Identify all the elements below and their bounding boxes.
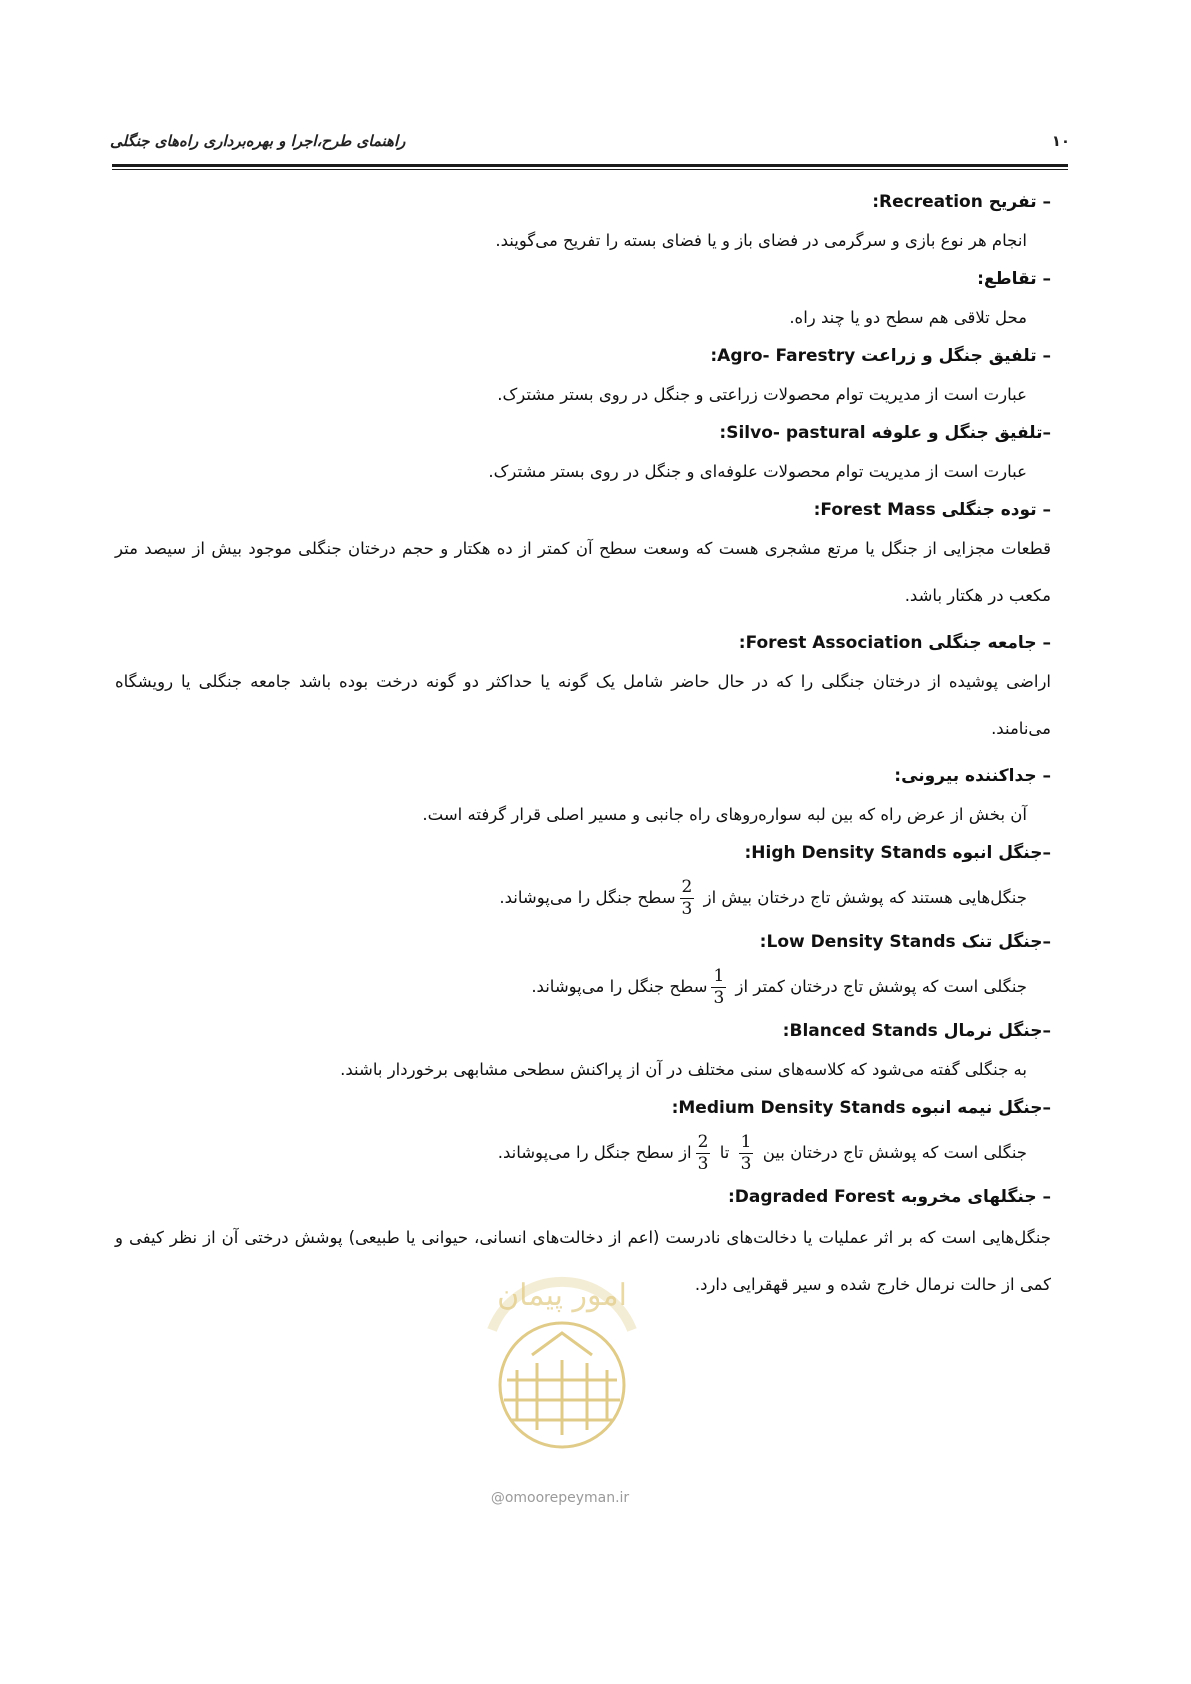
- term-definition: قطعات مجزایی از جنگل یا مرتع مشجری هست که وسعت سطح آن کمتر از ده هکتار و حجم درختان جنگلی موجود بیش از سیصد متر مکعب در هکتار باشد.: [115, 539, 1051, 605]
- fraction-denominator: 3: [713, 988, 725, 1008]
- term-definition: [115, 872, 1065, 924]
- glossary-body: [115, 190, 1065, 1310]
- watermark-logo: [462, 1235, 662, 1465]
- fraction: [696, 1132, 711, 1175]
- glossary-entry: [115, 1019, 1065, 1083]
- running-title: راهنمای طرح،اجرا و بهره‌برداری راه‌های جنگلی: [110, 132, 406, 150]
- term-heading: –تلفیق جنگل و علوفه Silvo- pastural:: [719, 423, 1051, 443]
- glossary-entry: [115, 344, 1065, 408]
- fraction-denominator: 3: [697, 1154, 709, 1174]
- fraction-denominator: 3: [681, 899, 693, 919]
- term-definition: به جنگلی گفته می‌شود که کلاسه‌های سنی مختلف در آن از پراکنش سطحی مشابهی برخوردار باشند.: [340, 1060, 1027, 1079]
- term-heading: –جنگل نرمال Blanced Stands:: [782, 1021, 1051, 1041]
- header-rule-thick: [112, 164, 1068, 167]
- term-definition: محل تلاقی هم سطح دو یا چند راه.: [789, 308, 1027, 327]
- term-heading: – جنگلهای مخروبه Dagraded Forest:: [727, 1187, 1051, 1207]
- term-definition: [115, 1127, 1065, 1179]
- definition-text-after: از سطح جنگل را می‌پوشاند.: [497, 1143, 692, 1162]
- fraction: [680, 877, 695, 920]
- term-definition: عبارت است از مدیریت توام محصولات زراعتی و جنگل در روی بستر مشترک.: [497, 385, 1027, 404]
- term-heading: –جنگل نیمه انبوه Medium Density Stands:: [671, 1098, 1051, 1118]
- definition-text-before: جنگلی است که پوشش تاج درختان بین: [762, 1143, 1027, 1162]
- term-definition: انجام هر نوع بازی و سرگرمی در فضای باز و یا فضای بسته را تفریح می‌گویند.: [495, 231, 1027, 250]
- page-header: [110, 128, 1070, 158]
- definition-text-after: سطح جنگل را می‌پوشاند.: [499, 888, 676, 907]
- term-definition: عبارت است از مدیریت توام محصولات علوفه‌ای و جنگل در روی بستر مشترک.: [488, 462, 1027, 481]
- definition-text-after: سطح جنگل را می‌پوشاند.: [531, 977, 708, 996]
- glossary-entry: [115, 1096, 1065, 1179]
- glossary-entry: [115, 421, 1065, 485]
- term-heading: – تقاطع:: [977, 269, 1051, 289]
- page-number: ۱۰: [1051, 132, 1070, 150]
- term-heading: –جنگل تنک Low Density Stands:: [759, 932, 1051, 952]
- glossary-entry: [115, 930, 1065, 1013]
- term-heading: – جداکننده بیرونی:: [894, 766, 1051, 786]
- term-heading: –جنگل انبوه High Density Stands:: [744, 843, 1051, 863]
- term-definition: اراضی پوشیده از درختان جنگلی را که در حال حاضر شامل یک گونه یا حداکثر دو گونه درخت بوده باشد جامعه جنگلی یا رویشگاه می‌نامند.: [115, 672, 1051, 738]
- definition-text-before: جنگل‌هایی هستند که پوشش تاج درختان بیش از: [703, 888, 1027, 907]
- glossary-entry: [115, 498, 1065, 619]
- term-definition: آن بخش از عرض راه که بین لبه سواره‌روهای راه جانبی و مسیر اصلی قرار گرفته است.: [422, 805, 1027, 824]
- fraction-numerator: 2: [697, 1132, 709, 1152]
- glossary-entry: [115, 631, 1065, 752]
- glossary-entry: [115, 267, 1065, 331]
- fraction: [711, 966, 726, 1009]
- glossary-entry: [115, 190, 1065, 254]
- fraction: [739, 1132, 754, 1175]
- watermark-site: @omoorepeyman.ir: [490, 1490, 630, 1506]
- fraction-numerator: 1: [713, 966, 725, 986]
- header-rule-thin: [112, 169, 1068, 170]
- term-heading: – توده جنگلی Forest Mass:: [813, 500, 1051, 520]
- fraction-denominator: 3: [740, 1154, 752, 1174]
- glossary-entry: [115, 764, 1065, 828]
- watermark-text: امور پیمان: [497, 1278, 627, 1313]
- term-definition: [115, 961, 1065, 1013]
- term-heading: – جامعه جنگلی Forest Association:: [738, 633, 1051, 653]
- fraction-numerator: 2: [681, 877, 693, 897]
- fraction-numerator: 1: [740, 1132, 752, 1152]
- term-heading: – تفریح Recreation:: [872, 192, 1051, 212]
- term-heading: – تلفیق جنگل و زراعت Agro- Farestry:: [710, 346, 1051, 366]
- glossary-entry: [115, 841, 1065, 924]
- term-definition: جنگل‌هایی است که بر اثر عملیات یا دخالت‌های نادرست (اعم از دخالت‌های انسانی، حیوانی یا طبیعی) پوشش درختی آن از نظر کیفی و کمی از حالت نرمال خارج شده و سیر قهقرایی دارد.: [115, 1228, 1051, 1294]
- definition-between: تا: [719, 1143, 730, 1162]
- definition-text-before: جنگلی است که پوشش تاج درختان کمتر از: [735, 977, 1027, 996]
